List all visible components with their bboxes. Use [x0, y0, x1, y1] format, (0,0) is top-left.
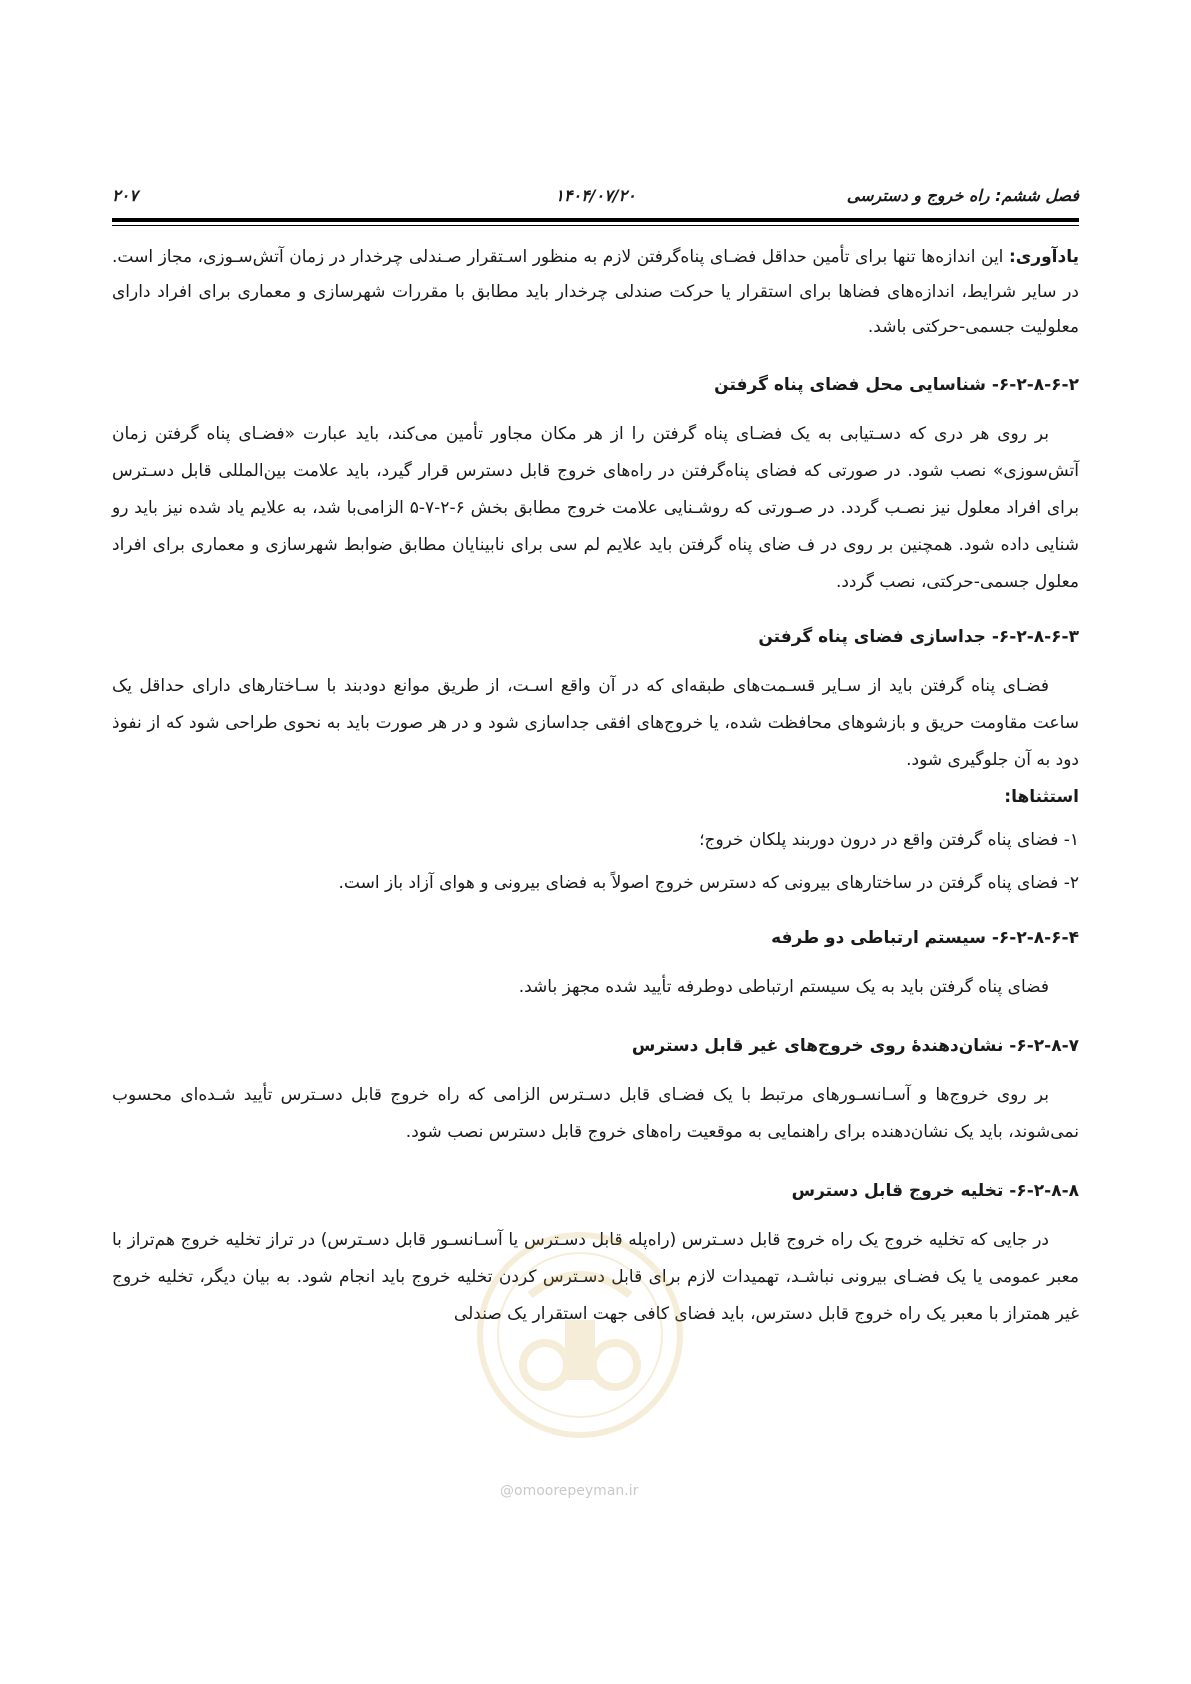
section-heading: ۶-۲-۸-۷- نشان‌دهندهٔ روی خروج‌های غیر قابل دسترس — [631, 1036, 1079, 1056]
section-body: فضای پناه گرفتن باید به یک سیستم ارتباطی دوطرفه تأیید شده مجهز باشد. — [518, 977, 1049, 997]
section-body: در جایی که تخلیه خروج یک راه خروج قابل دسـترس (راه‌پله قابل دسـترس یا آسـانسـور قابل دسـترس) در تراز تخلیه خروج هم‌تراز با معبر عمومی یا یک فضـای بیرونی نباشـد، تهمیدات لازم برای قابل دسـترس کردن تخلیه خروج باید انجام شود. به بیان دیگر، تخلیه خروج غیر همتراز با معبر یک راه خروج قابل دسترس، باید فضای کافی جهت استقرار یک صندلی — [112, 1230, 1079, 1324]
exceptions-label: استثناها: — [1004, 787, 1079, 807]
note-text: این اندازه‌ها تنها برای تأمین حداقل فضـای پناه‌گرفتن لازم به منظور اسـتقرار صـندلی چرخدار در زمان آتش‌سـوزی، مجاز است. در سایر شرایط، اندازه‌های فضاها برای استقرار یا حرکت صندلی چرخدار باید مطابق با مقررات شهرسازی و معماری برای افراد دارای معلولیت جسمی-حرکتی باشد. — [112, 247, 1079, 337]
page-number: ۲۰۷ — [112, 186, 138, 205]
section-body: بر روی هر دری که دسـتیابی به یک فضـای پناه گرفتن را از هر مکان مجاور تأمین می‌کند، باید عبارت «فضـای پناه گرفتن زمان آتش‌سوزی» نصب شود. در صورتی که فضای پناه‌گرفتن در راه‌های خروج قابل دسترس قرار گیرد، باید علامت بین‌المللی قابل دسـترس برای افراد معلول نیز نصـب گردد. در صـورتی که روشـنایی علامت خروج مطابق بخش ۶-۲-۷-۵ الزامی‌با شد، به علایم یاد شده نیز باید رو شنایی داده شود. همچنین بر روی در ف ضای پناه گرفتن باید علایم لم سی برای نابینایان مطابق ضوابط شهرسازی و معماری برای افراد معلول جسمی-حرکتی، نصب گردد. — [112, 424, 1079, 592]
section-heading: ۶-۲-۸-۸- تخلیه خروج قابل دسترس — [791, 1181, 1079, 1201]
list-item: ۱- فضای پناه گرفتن واقع در درون دوربند پلکان خروج؛ — [699, 830, 1079, 850]
section-body: بر روی خروج‌ها و آسـانسـورهای مرتبط با یک فضـای قابل دسـترس الزامی که راه خروج قابل دسـترس تأیید شـده‌ای محسوب نمی‌شوند، باید یک نشان‌دهنده برای راهنمایی به موقعیت راه‌های خروج قابل دسترس نصب شود. — [112, 1085, 1079, 1142]
header-rule-thick — [112, 218, 1079, 222]
chapter-title: فصل ششم: راه خروج و دسترسی — [846, 186, 1079, 205]
section-body: فضـای پناه گرفتن باید از سـایر قسـمت‌های طبقه‌ای که در آن واقع اسـت، از طریق موانع دودبند با سـاختارهای دارای حداقل یک ساعت مقاومت حریق و بازشوهای محافظت شده، یا خروج‌های افقی جداسازی شود و در هر صورت باید به نحوی طراحی شود که از نفوذ دود به آن جلوگیری شود. — [112, 676, 1079, 770]
note-label: یادآوری: — [1008, 247, 1079, 267]
watermark-logo-icon — [470, 1225, 690, 1455]
section-heading: ۶-۲-۸-۶-۲- شناسایی محل فضای پناه گرفتن — [714, 375, 1079, 395]
header-rule-thin — [112, 225, 1079, 226]
section-heading: ۶-۲-۸-۶-۴- سیستم ارتباطی دو طرفه — [771, 928, 1079, 948]
page-header — [112, 186, 1079, 208]
list-item: ۲- فضای پناه گرفتن در ساختارهای بیرونی که دسترس خروج اصولاً به فضای بیرونی و هوای آزاد باز است. — [338, 873, 1079, 893]
page-content — [112, 240, 1079, 1333]
note-paragraph — [112, 240, 1079, 345]
section-heading: ۶-۲-۸-۶-۳- جداسازی فضای پناه گرفتن — [758, 627, 1079, 647]
header-date: ۱۴۰۴/۰۷/۲۰ — [555, 186, 636, 205]
watermark-text: @omoorepeyman.ir — [500, 1483, 639, 1499]
